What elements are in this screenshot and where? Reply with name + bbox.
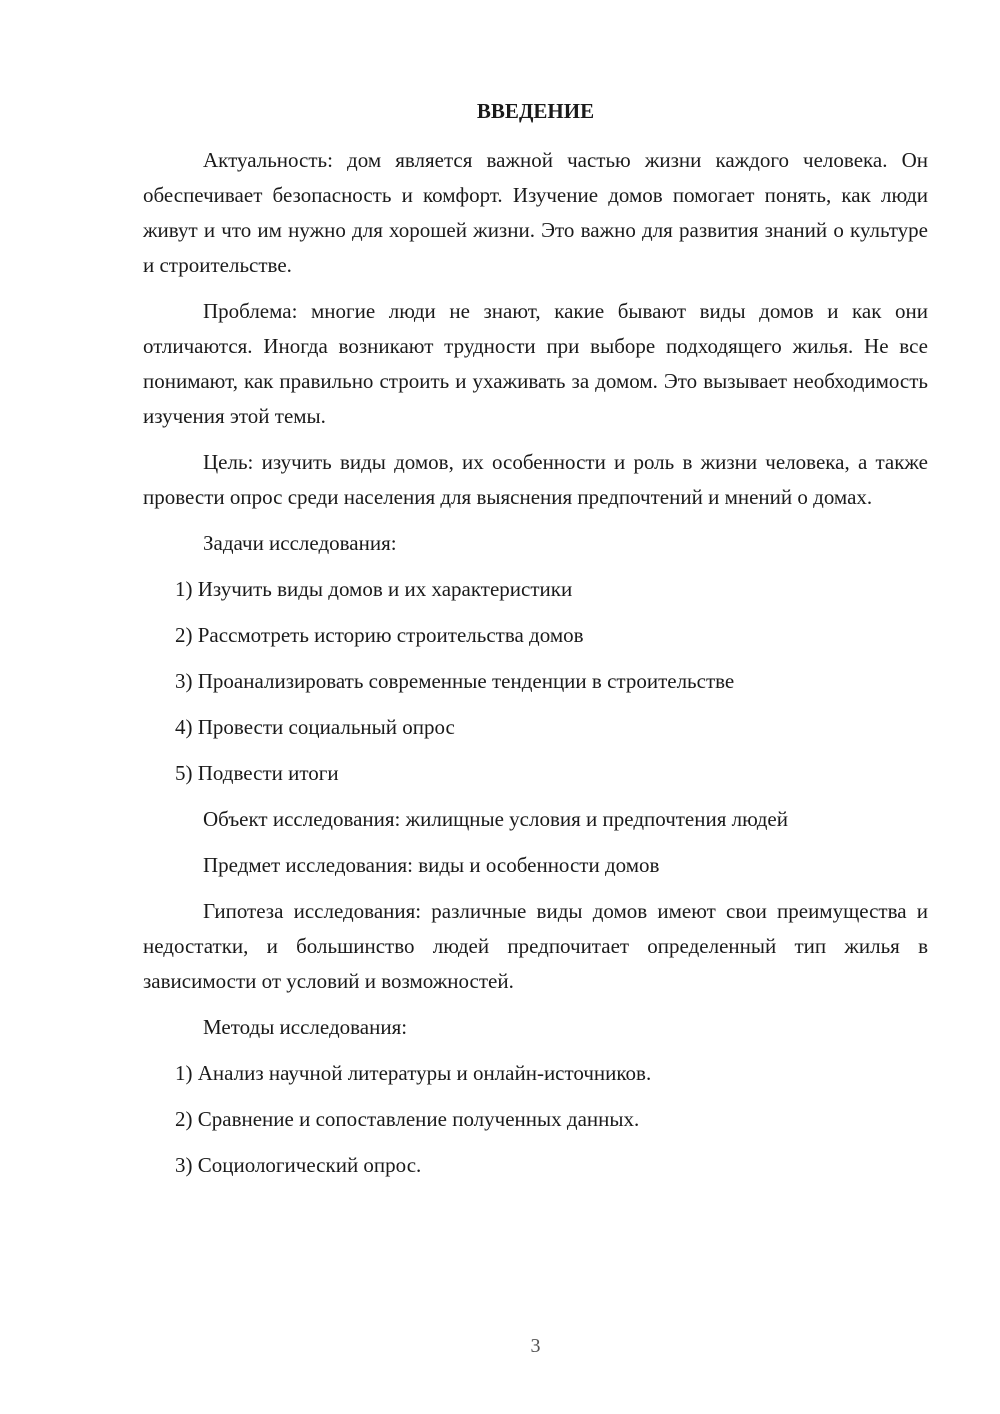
page-number: 3 <box>530 1335 541 1357</box>
problem-paragraph: Проблема: многие люди не знают, какие бывают виды домов и как они отличаются. Иногда возникают трудности при выборе подходящего жилья. Не все понимают, как правильно строить и ухаживать за домом. Это вызывает необходимость изучения этой темы. <box>143 299 928 428</box>
task-item: 5) Подвести итоги <box>175 761 339 785</box>
task-item: 4) Провести социальный опрос <box>175 715 455 739</box>
method-item: 2) Сравнение и сопоставление полученных данных. <box>175 1107 640 1131</box>
tasks-heading: Задачи исследования: <box>203 531 397 555</box>
document-body <box>143 143 928 1194</box>
task-item: 1) Изучить виды домов и их характеристики <box>175 577 573 601</box>
method-item: 1) Анализ научной литературы и онлайн-источников. <box>175 1061 652 1085</box>
task-item: 3) Проанализировать современные тенденции в строительстве <box>175 669 735 693</box>
methods-heading: Методы исследования: <box>203 1015 408 1039</box>
hypothesis-paragraph: Гипотеза исследования: различные виды домов имеют свои преимущества и недостатки, и большинство людей предпочитает определенный тип жилья в зависимости от условий и возможностей. <box>143 899 928 993</box>
research-object: Объект исследования: жилищные условия и предпочтения людей <box>203 807 788 831</box>
page-title: ВВЕДЕНИЕ <box>476 99 595 123</box>
goal-paragraph: Цель: изучить виды домов, их особенности и роль в жизни человека, а также провести опрос среди населения для выяснения предпочтений и мнений о домах. <box>143 450 928 509</box>
task-item: 2) Рассмотреть историю строительства домов <box>175 623 584 647</box>
relevance-paragraph: Актуальность: дом является важной частью жизни каждого человека. Он обеспечивает безопасность и комфорт. Изучение домов помогает понять, как люди живут и что им нужно для хорошей жизни. Это важно для развития знаний о культуре и строительстве. <box>143 148 928 277</box>
research-subject: Предмет исследования: виды и особенности домов <box>203 853 660 877</box>
method-item: 3) Социологический опрос. <box>175 1153 422 1177</box>
document-page <box>143 0 928 1414</box>
